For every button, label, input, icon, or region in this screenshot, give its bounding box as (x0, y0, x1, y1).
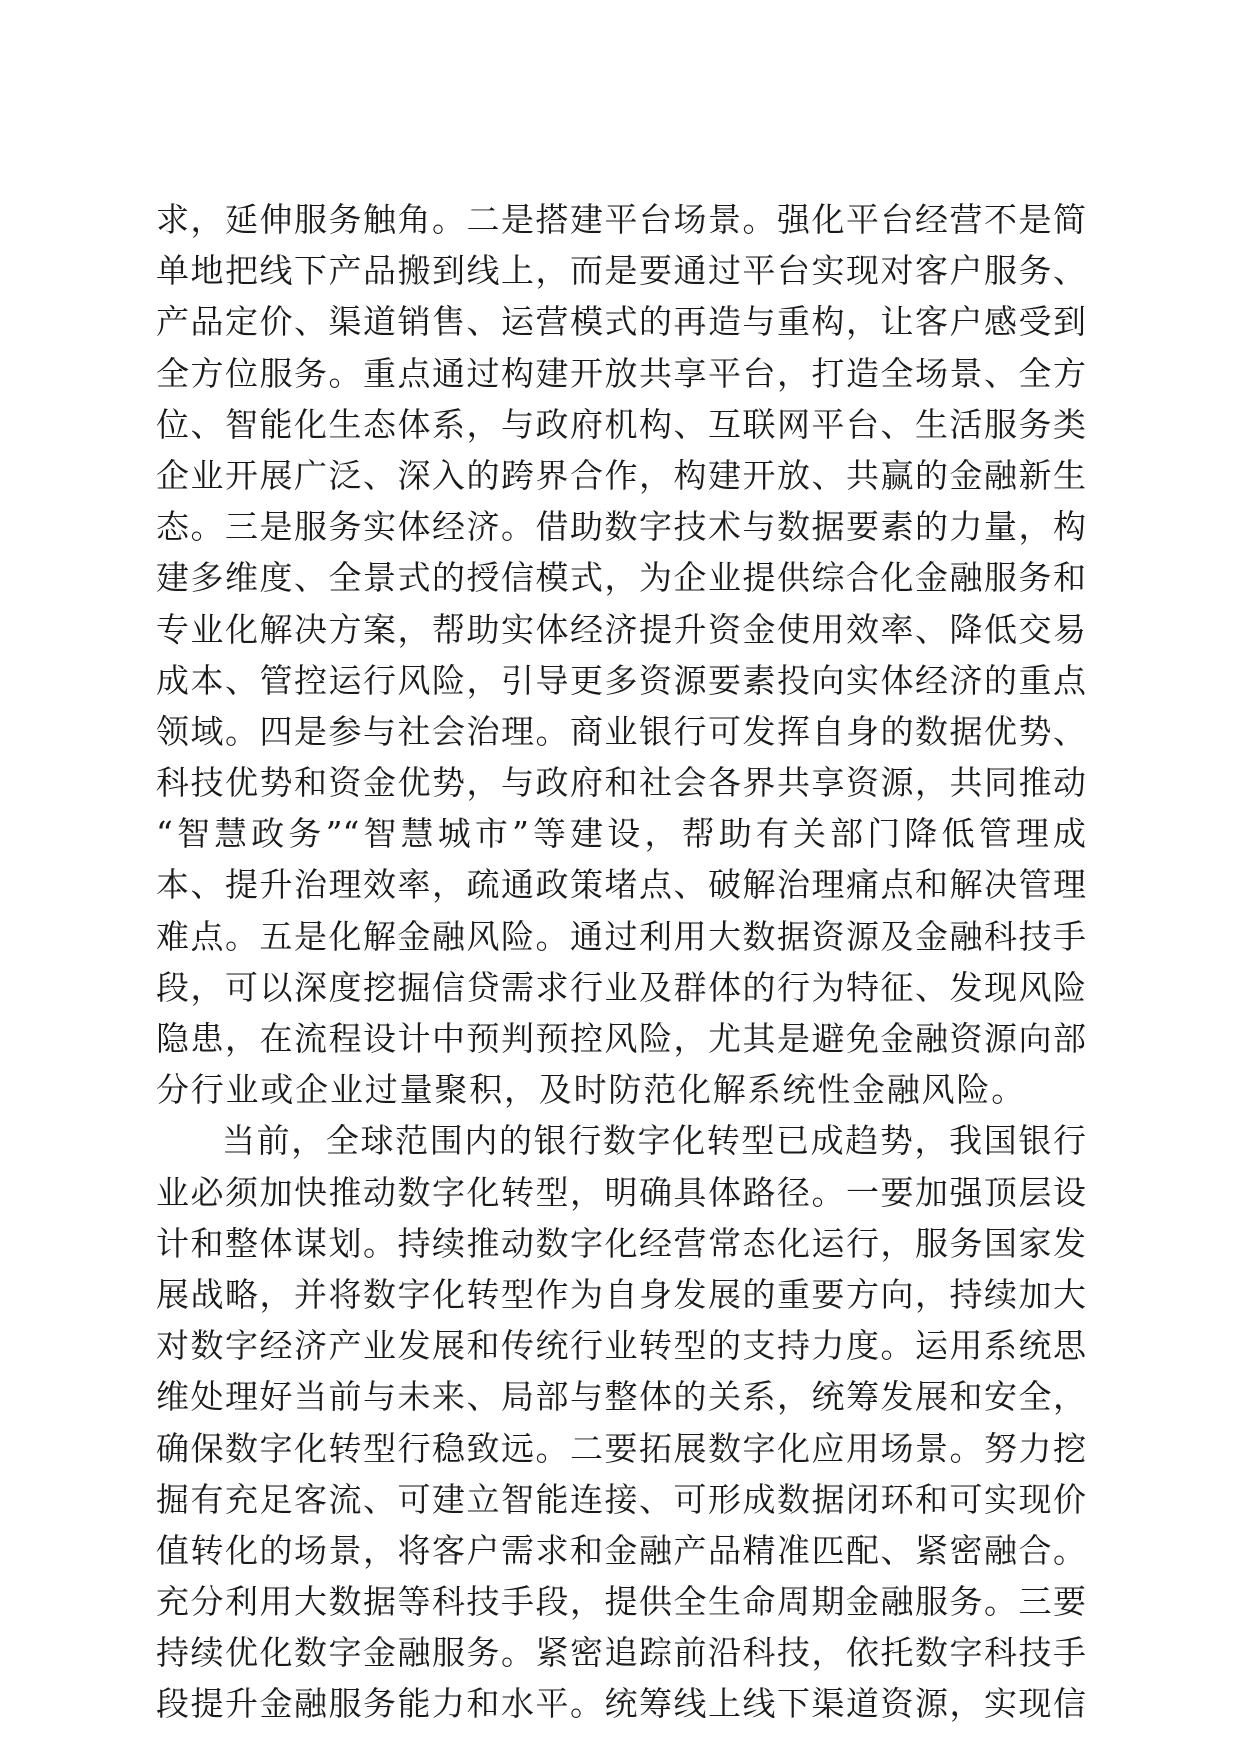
text-line: 计和整体谋划。持续推动数字化经营常态化运行，服务国家发 (156, 1223, 1086, 1263)
text-line: 企业开展广泛、深入的跨界合作，构建开放、共赢的金融新生 (156, 455, 1086, 495)
text-line: 持续优化数字金融服务。紧密追踪前沿科技，依托数字科技手 (156, 1633, 1086, 1673)
text-line: 段提升金融服务能力和水平。统筹线上线下渠道资源，实现信 (156, 1684, 1086, 1724)
text-line: 单地把线下产品搬到线上，而是要通过平台实现对客户服务、 (156, 251, 1086, 291)
text-line: 段，可以深度挖掘信贷需求行业及群体的行为特征、发现风险 (156, 967, 1086, 1007)
text-line: 领域。四是参与社会治理。商业银行可发挥自身的数据优势、 (156, 711, 1086, 751)
text-line: 业必须加快推动数字化转型，明确具体路径。一要加强顶层设 (156, 1172, 1086, 1212)
text-line: 求，延伸服务触角。二是搭建平台场景。强化平台经营不是简 (156, 200, 1086, 239)
text-line: 全方位服务。重点通过构建开放共享平台，打造全场景、全方 (156, 353, 1086, 393)
text-line: 维处理好当前与未来、局部与整体的关系，统筹发展和安全， (156, 1377, 1086, 1417)
text-line: 充分利用大数据等科技手段，提供全生命周期金融服务。三要 (156, 1582, 1086, 1622)
text-line: 隐患，在流程设计中预判预控风险，尤其是避免金融资源向部 (156, 1019, 1086, 1058)
text-line: 专业化解决方案，帮助实体经济提升资金使用效率、降低交易 (156, 609, 1086, 649)
body-text (156, 194, 1086, 1730)
text-line: 展战略，并将数字化转型作为自身发展的重要方向，持续加大 (156, 1274, 1086, 1314)
text-line: 成本、管控运行风险，引导更多资源要素投向实体经济的重点 (156, 660, 1086, 700)
paragraph-end-line: 分行业或企业过量聚积，及时防范化解系统性金融风险。 (156, 1070, 1026, 1110)
text-line: 对数字经济产业发展和传统行业转型的支持力度。运用系统思 (156, 1326, 1086, 1366)
text-line: 产品定价、渠道销售、运营模式的再造与重构，让客户感受到 (156, 302, 1086, 342)
text-line: 态。三是服务实体经济。借助数字技术与数据要素的力量，构 (156, 507, 1086, 547)
text-line: 难点。五是化解金融风险。通过利用大数据资源及金融科技手 (156, 916, 1086, 956)
text-line: 位、智能化生态体系，与政府机构、互联网平台、生活服务类 (156, 404, 1086, 444)
text-line: “智慧政务”“智慧城市”等建设，帮助有关部门降低管理成 (156, 814, 1086, 854)
text-line: 确保数字化转型行稳致远。二要拓展数字化应用场景。努力挖 (156, 1428, 1086, 1468)
text-line: 科技优势和资金优势，与政府和社会各界共享资源，共同推动 (156, 763, 1086, 803)
text-line: 值转化的场景，将客户需求和金融产品精准匹配、紧密融合。 (156, 1530, 1086, 1570)
text-line: 掘有充足客流、可建立智能连接、可形成数据闭环和可实现价 (156, 1479, 1086, 1519)
text-line: 本、提升治理效率，疏通政策堵点、破解治理痛点和解决管理 (156, 865, 1086, 905)
paragraph-start-line: 当前，全球范围内的银行数字化转型已成趋势，我国银行 (222, 1121, 1086, 1161)
text-line: 建多维度、全景式的授信模式，为企业提供综合化金融服务和 (156, 558, 1086, 598)
